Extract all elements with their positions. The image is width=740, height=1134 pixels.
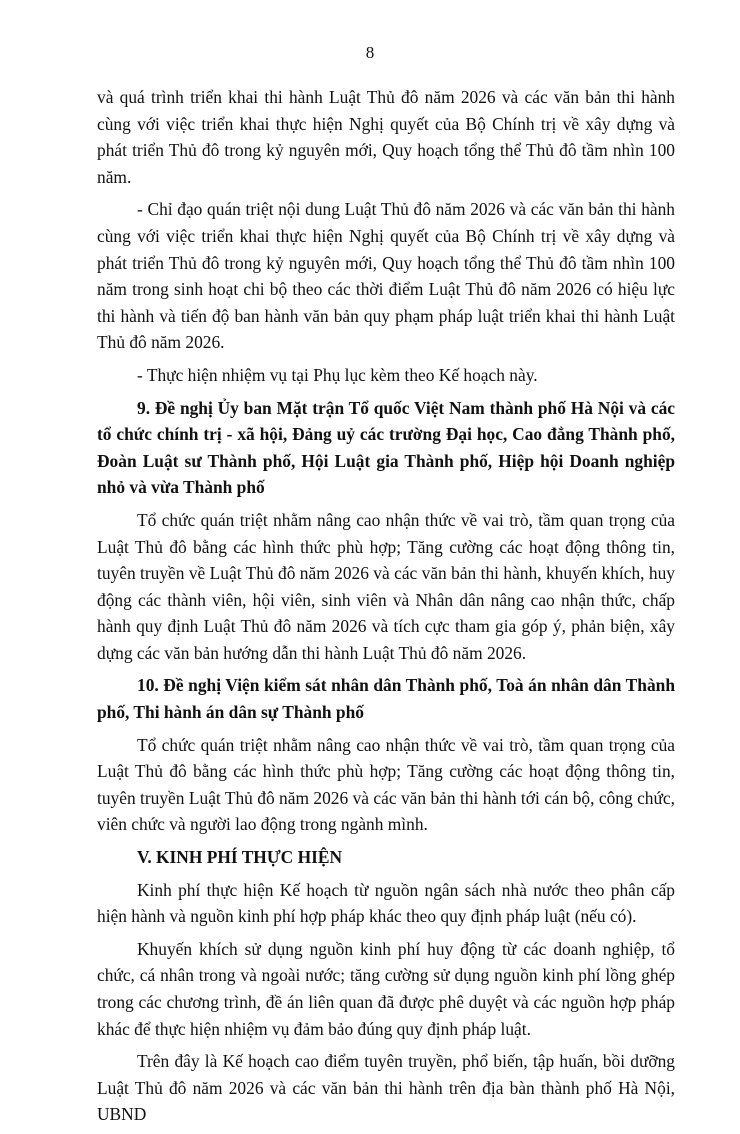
section-heading-9: 9. Đề nghị Ủy ban Mặt trận Tổ quốc Việt Nam thành phố Hà Nội và các tổ chức chính trị - xã hội, Đảng uỷ các trường Đại học, Cao đẳng Thành phố, Đoàn Luật sư Thành phố, Hội Luật gia Thành phố, Hiệp hội Doanh nghiệp nhỏ và vừa Thành phố bbox=[97, 397, 675, 498]
section-heading-v: V. KINH PHÍ THỰC HIỆN bbox=[137, 847, 343, 868]
paragraph-continuation: và quá trình triển khai thi hành Luật Thủ đô năm 2026 và các văn bản thi hành cùng với việc triển khai thực hiện Nghị quyết của Bộ Chính trị về xây dựng và phát triển Thủ đô trong kỷ nguyên mới, Quy hoạch tổng thể Thủ đô tầm nhìn 100 năm. bbox=[97, 87, 675, 187]
paragraph-directive: - Chỉ đạo quán triệt nội dung Luật Thủ đô năm 2026 và các văn bản thi hành cùng với việc triển khai thực hiện Nghị quyết của Bộ Chính trị về xây dựng và phát triển Thủ đô trong kỷ nguyên mới, Quy hoạch tổng thể Thủ đô tầm nhìn 100 năm trong sinh hoạt chi bộ theo các thời điểm Luật Thủ đô năm 2026 có hiệu lực thi hành và tiến độ ban hành văn bản quy phạm pháp luật triển khai thi hành Luật Thủ đô năm 2026. bbox=[97, 199, 675, 353]
paragraph-funding-2: Khuyến khích sử dụng nguồn kinh phí huy động từ các doanh nghiệp, tổ chức, cá nhân trong và ngoài nước; tăng cường sử dụng nguồn kinh phí lồng ghép trong các chương trình, đề án liên quan đã được phê duyệt và các nguồn hợp pháp khác để thực hiện nhiệm vụ đảm bảo đúng quy định pháp luật. bbox=[97, 938, 675, 1039]
paragraph-section-10: Tổ chức quán triệt nhằm nâng cao nhận thức về vai trò, tầm quan trọng của Luật Thủ đô bằng các hình thức phù hợp; Tăng cường các hoạt động thông tin, tuyên truyền Luật Thủ đô năm 2026 và các văn bản thi hành tới cán bộ, công chức, viên chức và người lao động trong ngành mình. bbox=[97, 734, 675, 835]
page-number: 8 bbox=[365, 43, 375, 62]
paragraph-closing: Trên đây là Kế hoạch cao điểm tuyên truyền, phổ biến, tập huấn, bồi dưỡng Luật Thủ đô năm 2026 và các văn bản thi hành trên địa bàn thành phố Hà Nội, UBND bbox=[97, 1051, 675, 1125]
section-heading-10: 10. Đề nghị Viện kiểm sát nhân dân Thành phố, Toà án nhân dân Thành phố, Thi hành án dân sự Thành phố bbox=[97, 675, 675, 723]
paragraph-funding-1: Kinh phí thực hiện Kế hoạch từ nguồn ngân sách nhà nước theo phân cấp hiện hành và nguồn kinh phí hợp pháp khác theo quy định pháp luật (nếu có). bbox=[97, 879, 675, 927]
paragraph-task: - Thực hiện nhiệm vụ tại Phụ lục kèm theo Kế hoạch này. bbox=[137, 364, 538, 385]
document-body bbox=[97, 84, 675, 1134]
paragraph-section-9: Tổ chức quán triệt nhằm nâng cao nhận thức về vai trò, tầm quan trọng của Luật Thủ đô bằng các hình thức phù hợp; Tăng cường các hoạt động thông tin, tuyên truyền về Luật Thủ đô năm 2026 và các văn bản thi hành, khuyến khích, huy động các thành viên, hội viên, sinh viên và Nhân dân nâng cao nhận thức, chấp hành quy định Luật Thủ đô năm 2026 và tích cực tham gia góp ý, phản biện, xây dựng các văn bản hướng dẫn thi hành Luật Thủ đô năm 2026. bbox=[97, 509, 675, 663]
